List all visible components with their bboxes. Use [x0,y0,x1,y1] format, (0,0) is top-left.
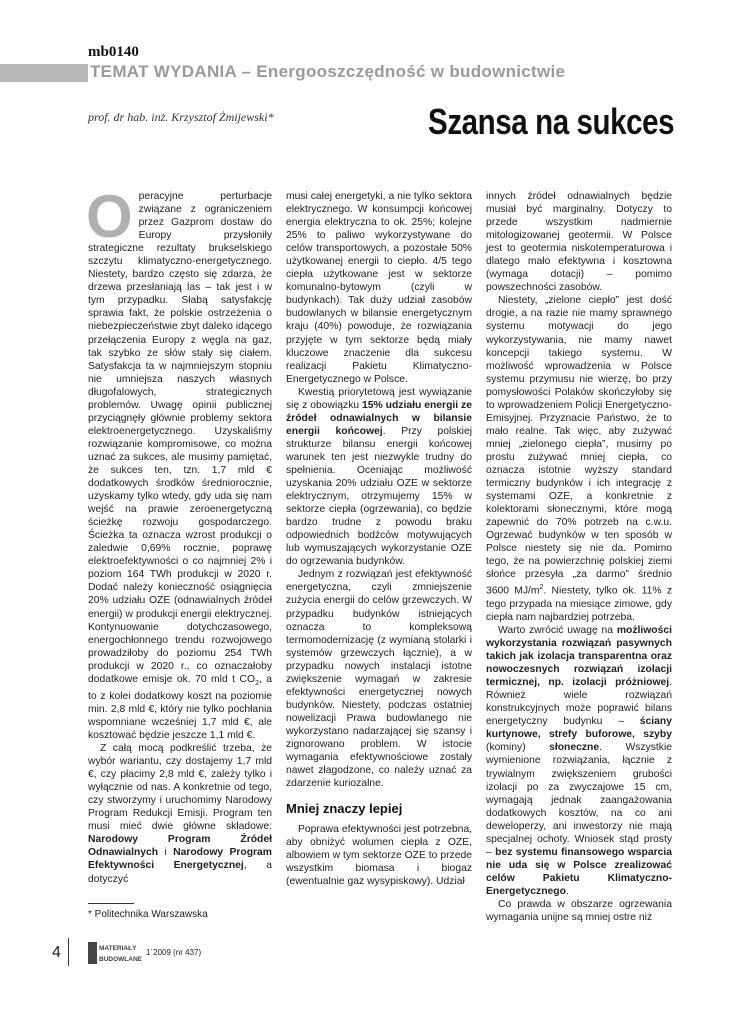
section-title: TEMAT WYDANIA – Energooszczędność w budownictwie [90,62,566,81]
column-3 [486,190,672,924]
subheading: Mniej znaczy lepiej [286,801,403,817]
article-code: mb0140 [88,44,139,60]
paragraph: innych źródeł odnawialnych będzie musiał być marginalny. Dotyczy to przede wszystkim nadmiernie mitologizowanej geotermii. W Polsce jest to geotermia niskotemperaturowa i dlatego mało efektywna i kosztowna (wymaga dotacji) – pomimo powszechności zasobów. [486,191,672,294]
paragraph: Niestety, „zielone ciepło” jest dość drogie, a na razie nie mamy sprawnego systemu motywacji do jego wykorzystywania, nie mamy nawet koncepcji takiego systemu. W możliwość wprowadzenia w Polsce systemu przymusu nie wierzę, bo przy pomysłowości Polaków skończyłoby się to wprowadzeniem Policji Energetyczno-Emisyjnej. Przyznacie Państwo, że to mało realne. Tak więc, aby zużywać mniej „zielonego ciepła”, musimy po prostu zużywać mniej ciepła, co oznacza istotnie wyższy standard termiczny budynków i ich integrację z systemami OZE, a konkretnie z kolektorami słonecznymi, które mogą zapewnić do 70% potrzeb na c.w.u. Ogrzewać budynków w ten sposób w Polsce niestety się nie da. Pomimo tego, że na powierzchnię polskiej ziemi słońce przesyła „za darmo” średnio 3600 $MJ/m^2$. Niestety, tylko ok. 11% z tego przypada na miesiące zimowe, gdy ciepła nam najbardziej potrzeba. [486,295,673,623]
footer-divider [68,938,69,966]
footnote: * Politechnika Warszawska [88,909,208,920]
paragraph: Jednym z rozwiązań jest efektywność energetyczna, czyli zmniejszenie zużycia energii do celów grzewczych. W przypadku budynków istniejących oznacza to kompleksową termomodernizację (z wymianą stolarki i systemów grzewczych łącznie), a w przypadku nowych instalacji istotne zwiększenie wymagań w zakresie efektywności energetycznej nowych budynków. Niestety, podczas ostatniej nowelizacji Prawa budowlanego nie wykorzystano nadarzającej się szansy i zignorowano problem. W istocie wymagania efektywnościowe zostały nawet złagodzone, co należy uznać za zdarzenie kuriozalne. [286,569,472,790]
section-bar [0,64,88,82]
issue-number: 1´2009 (nr 437) [146,948,202,957]
logo-text-bottom: BUDOWLANE [99,956,142,963]
column-1 [86,183,273,886]
paragraph: Operacyjne perturbacje związane z ograniczeniem przez Gazprom dostaw do Europy przysłoniły strategiczne rezultaty brukselskiego szczytu klimatyczno-energetycznego. Niestety, bardzo często się zdarza, że drzewa przesłaniają las – tak jest i w tym przypadku. Słabą satysfakcję sprawia fakt, że polskie ostrzeżenia o niebezpieczeństwie zbyt daleko idącego przełączenia Europy z węgla na gaz, tak szybko ze słów stały się ciałem. Satysfakcja ta w najmniejszym stopniu nie umniejsza naszych własnych długofalowych, strategicznych problemów. Uwagę opinii publicznej przyciągnęły głównie problemy sektora elektroenergetycznego. Uzyskaliśmy rozwiązanie kompromisowe, co można uznać za sukces, ale musimy pamiętać, że sukces ten, tzn. 1,7 mld € dodatkowych środków średniorocznie, uzyskamy tylko wtedy, gdy uda się nam wejść na prawie zeroenergetyczną ścieżkę rozwoju gospodarczego. Ścieżka ta oznacza wzrost produkcji o zaledwie 0,69% rocznie, poprawę elektroefektywności o co najmniej 2% i poziom 164 TWh produkcji w 2020 r. Dodać należy konieczność osiągnięcia 20% udziału OZE (odnawialnych źródeł energii) w produkcji energii elektrycznej. Kontynuowanie dotychczasowego, energochłonnego trendu rozwojowego prowadziłoby do poziomu 254 TWh produkcji w 2020 r., co oznaczałoby dodatkowe emisje ok. 70 mld t $CO_2$, a to z kolei dodatkowy koszt na poziomie min. 2,8 mld €, który nie tylko pochłania wspomniane wcześniej 1,7 mld €, ale kosztować będzie jeszcze 1,1 mld €. [86,183,273,741]
column-2 [286,190,472,888]
logo-block [88,942,97,964]
article-title: Szansa na sukces [427,101,674,142]
paragraph: Kwestią priorytetową jest wywiązanie się z obowiązku 15% udziału energii ze źródeł odnawialnych w bilansie energii końcowej. Przy polskiej strukturze bilansu energii końcowej warunek ten jest niezwykle trudny do spełnienia. Oceniając możliwość uzyskania 20% udziału OZE w sektorze elektrycznym, otrzymujemy 15% w sektorze ciepła (ogrzewania), co będzie bardzo trudne z powodu braku odpowiednich bodźców motywujących lub wymuszających wykorzystanie OZE do ogrzewania budynków. [286,386,473,568]
paragraph: Co prawda w obszarze ogrzewania wymagania unijne są mniej ostre niż [486,898,672,924]
paragraph: Poprawa efektywności jest potrzebna, aby obniżyć wolumen ciepła z OZE, albowiem w tym sektorze OZE to przede wszystkim biomasa i biogaz (ewentualnie gaz wysypiskowy). Udział [286,824,472,888]
paragraph: Z całą mocą podkreślić trzeba, że wybór wariantu, czy dostajemy 1,7 mld €, czy płacimy 2,8 mld €, zależy tylko i wyłącznie od nas. A konkretnie od tego, czy stworzymy i uruchomimy Narodowy Program Redukcji Emisji. Program ten musi mieć dwie główne składowe: Narodowy Program Źródeł Odnawialnych i Narodowy Program Efektywności Energetycznej, a dotyczyć [88,743,272,885]
author: prof. dr hab. inż. Krzysztof Żmijewski* [88,110,274,124]
page-number: 4 [52,944,61,961]
paragraph: Warto zwrócić uwagę na możliwości wykorzystania rozwiązań pasywnych takich jak izolacja transparentna oraz nowoczesnych rozwiązań izolacji termicznej, np. izolacji próżniowej. Również wiele rozwiązań konstrukcyjnych może poprawić bilans energetyczny budynku – ściany kurtynowe, strefy buforowe, szyby (kominy) słoneczne. Wszystkie wymienione rozwiązania, łącznie z trywialnym zwiększeniem grubości izolacji po za zwyczajowe 15 cm, wymagają jednak zaangażowania dodatkowych kosztów, na co ani deweloperzy, ani inwestorzy nie mają specjalnej ochoty. Wniosek stąd prosty – bez systemu finansowego wsparcia nie uda się w Polsce zrealizować celów Pakietu Klimatyczno-Energetycznego. [486,624,672,897]
magazine-logo [88,940,144,966]
footnote-rule [88,903,134,904]
logo-text-top: MATERIAŁY [99,945,137,952]
paragraph: musi całej energetyki, a nie tylko sektora elektrycznego. W konsumpcji końcowej energia elektryczna to ok. 25%; kolejne 25% to paliwo wykorzystywane do celów transportowych, a pozostałe 50% użytkowanej energii to ciepło. 4/5 tego ciepła użytkowane jest w sektorze komunalno-bytowym (czyli w budynkach). Tak duży udział zasobów budowlanych w bilansie energetycznym kraju (40%) powoduje, że rozwiązania przyjęte w tym sektorze będą miały kluczowe znaczenie dla sukcesu realizacji Pakietu Klimatyczno-Energetycznego w Polsce. [286,191,472,385]
drop-cap: O [86,183,133,250]
